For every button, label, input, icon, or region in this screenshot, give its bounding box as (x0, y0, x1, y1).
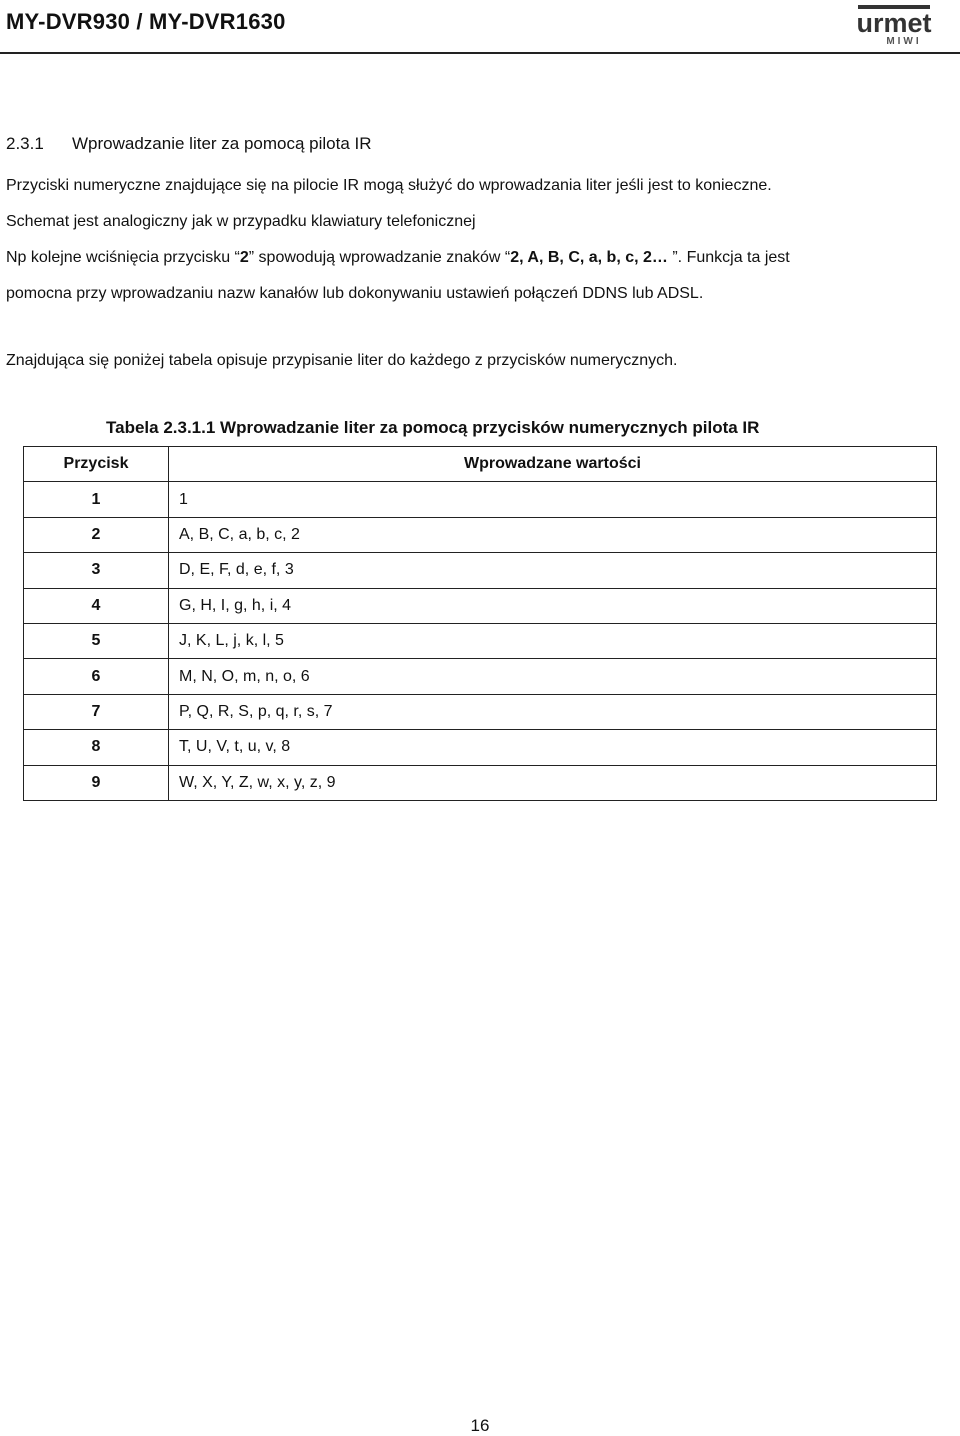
row-value: J, K, L, j, k, l, 5 (169, 623, 937, 658)
paragraph-table-intro: Znajdująca się poniżej tabela opisuje przypisanie liter do każdego z przycisków numerycznych. (6, 352, 678, 369)
table-row (24, 588, 937, 623)
example-text-b: ” spowodują wprowadzanie znaków “ (248, 249, 511, 266)
table-row (24, 517, 937, 552)
urmet-logo (852, 2, 936, 46)
example-text-a: Np kolejne wciśnięcia przycisku “ (6, 249, 240, 266)
row-value: A, B, C, a, b, c, 2 (169, 517, 937, 552)
table-row (24, 765, 937, 800)
row-key: 7 (24, 694, 169, 729)
svg-text:urmet: urmet (856, 8, 932, 38)
table-caption: Tabela 2.3.1.1 Wprowadzanie liter za pomocą przycisków numerycznych pilota IR (106, 418, 760, 437)
row-key: 4 (24, 588, 169, 623)
row-key: 1 (24, 482, 169, 517)
table-row (24, 694, 937, 729)
row-value: 1 (169, 482, 937, 517)
row-key: 8 (24, 730, 169, 765)
table-row (24, 730, 937, 765)
table-row (24, 623, 937, 658)
table-row (24, 659, 937, 694)
svg-text:MIWI: MIWI (886, 36, 922, 46)
row-key: 2 (24, 517, 169, 552)
row-key: 9 (24, 765, 169, 800)
row-value: T, U, V, t, u, v, 8 (169, 730, 937, 765)
section-number: 2.3.1 (6, 134, 44, 153)
header-key: Przycisk (24, 447, 169, 482)
row-value: W, X, Y, Z, w, x, y, z, 9 (169, 765, 937, 800)
example-chars: 2, A, B, C, a, b, c, 2… (510, 249, 668, 266)
example-key: 2 (239, 249, 249, 266)
header-value: Wprowadzane wartości (169, 447, 937, 482)
table-row (24, 482, 937, 517)
row-value: G, H, I, g, h, i, 4 (169, 588, 937, 623)
row-value: M, N, O, m, n, o, 6 (169, 659, 937, 694)
section-title: Wprowadzanie liter za pomocą pilota IR (72, 134, 372, 153)
paragraph-intro: Przyciski numeryczne znajdujące się na pilocie IR mogą służyć do wprowadzania liter jeśli jest to konieczne. (6, 177, 772, 194)
row-key: 3 (24, 553, 169, 588)
paragraph-usage: pomocna przy wprowadzaniu nazw kanałów lub dokonywaniu ustawień połączeń DDNS lub ADSL. (6, 285, 704, 302)
row-key: 6 (24, 659, 169, 694)
document-title: MY-DVR930 / MY-DVR1630 (6, 9, 286, 34)
page-number: 16 (470, 1416, 490, 1435)
row-key: 5 (24, 623, 169, 658)
example-text-c: ”. Funkcja ta jest (667, 249, 790, 266)
section-heading (6, 134, 372, 154)
paragraph-scheme: Schemat jest analogiczny jak w przypadku klawiatury telefonicznej (6, 213, 476, 230)
page-header (0, 0, 960, 54)
key-mapping-table (23, 446, 937, 801)
table-row (24, 553, 937, 588)
row-value: P, Q, R, S, p, q, r, s, 7 (169, 694, 937, 729)
paragraph-example (6, 240, 790, 276)
table-header-row (24, 447, 937, 482)
row-value: D, E, F, d, e, f, 3 (169, 553, 937, 588)
